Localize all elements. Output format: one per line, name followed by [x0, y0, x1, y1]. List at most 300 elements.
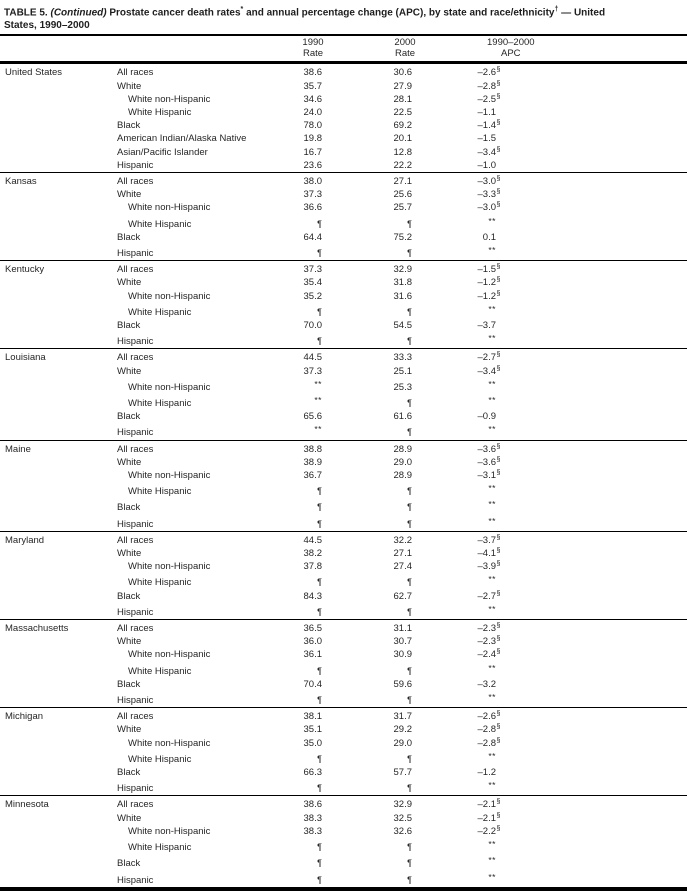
fill-cell: [496, 188, 687, 201]
suppressed-apc-marker: **: [488, 780, 496, 791]
state-cell: [0, 201, 112, 214]
rate-1990-cell: [298, 482, 322, 498]
state-cell: [0, 80, 112, 93]
section-sign: §: [496, 276, 501, 284]
state-section: [0, 63, 687, 173]
state-cell: [0, 119, 112, 132]
section-sign: §: [496, 812, 501, 820]
state-cell: Michigan: [0, 708, 112, 724]
fill-cell: [496, 635, 687, 648]
col-1990-label: 1990: [302, 37, 324, 49]
dagger-footnote-marker: †: [554, 6, 559, 13]
gap-cell: [412, 635, 472, 648]
section-sign: §: [496, 201, 501, 209]
rate-1990-cell: 23.6: [303, 159, 322, 171]
gap-cell: [412, 766, 472, 779]
rate-1990-cell: 44.5: [298, 349, 322, 365]
rate-1990-cell: 36.5: [298, 620, 322, 636]
table-row: [0, 635, 687, 648]
table-row: [0, 737, 687, 750]
section-sign: §: [496, 351, 501, 359]
race-cell: White: [117, 636, 142, 648]
table-row: [0, 469, 687, 482]
race-cell: White Hispanic: [128, 398, 192, 409]
state-cell: [0, 737, 112, 750]
state-cell: [0, 423, 112, 440]
apc-cell: –1.0: [477, 159, 496, 171]
apc-cell: –1.2 §: [472, 290, 496, 303]
rate-2000-cell: [388, 498, 412, 514]
state-cell: [0, 290, 112, 303]
state-cell: [0, 498, 112, 514]
gap-cell: [322, 456, 388, 469]
state-cell: [0, 365, 112, 378]
fill-cell: [496, 80, 687, 93]
apc-cell: 0.1: [482, 231, 496, 243]
state-cell: [0, 779, 112, 796]
race-cell: American Indian/Alaska Native: [117, 133, 247, 145]
state-cell: [0, 838, 112, 854]
gap-cell: [322, 469, 388, 482]
rate-1990-cell: 36.1: [303, 649, 322, 661]
fill-cell: [496, 146, 687, 159]
rate-1990-cell: 35.7: [303, 80, 322, 92]
state-cell: [0, 93, 112, 106]
gap-cell: [412, 290, 472, 303]
suppressed-rate-marker: ¶: [317, 577, 322, 588]
state-cell: [0, 188, 112, 201]
rate-2000-cell: 29.0: [393, 737, 412, 749]
fill-cell: [496, 93, 687, 106]
suppressed-rate-marker: ¶: [407, 665, 412, 676]
section-sign: §: [496, 188, 501, 196]
rate-1990-cell: 44.5: [298, 531, 322, 547]
race-cell: Black: [117, 502, 141, 514]
gap-cell: [412, 648, 472, 661]
suppressed-rate-marker: ¶: [407, 218, 412, 229]
apc-cell: [472, 498, 496, 514]
table-title: [0, 0, 687, 34]
rate-1990-cell: 37.3: [303, 365, 322, 377]
rate-2000-cell: 28.9: [388, 440, 412, 456]
header-row: [0, 35, 687, 63]
section-sign: §: [496, 547, 501, 555]
gap-cell: [412, 244, 472, 261]
gap-cell: [412, 620, 472, 636]
title-line2: States, 1990–2000: [4, 20, 90, 32]
fill-cell: [496, 515, 687, 532]
section-sign: §: [496, 635, 501, 643]
race-cell: All races: [112, 531, 298, 547]
state-cell: [0, 871, 112, 889]
gap-cell: [322, 410, 388, 423]
rate-2000-cell: 30.7: [393, 636, 412, 648]
gap-cell: [322, 635, 388, 648]
suppressed-apc-marker: **: [488, 515, 496, 526]
suppressed-rate-marker: ¶: [317, 486, 322, 497]
title-text-b: and annual percentage change (APC), by state and race/ethnicity: [246, 7, 555, 19]
rate-2000-cell: 25.1: [393, 365, 412, 377]
rate-1990-cell: [298, 871, 322, 889]
race-cell: White non-Hispanic: [128, 381, 211, 393]
gap-cell: [412, 691, 472, 708]
apc-cell: [472, 332, 496, 349]
suppressed-rate-marker: ¶: [317, 753, 322, 764]
fill-cell: [496, 215, 687, 231]
suppressed-apc-marker: **: [314, 395, 322, 405]
suppressed-apc-marker: **: [488, 499, 496, 510]
race-cell: White: [117, 80, 142, 92]
fill-cell: [496, 201, 687, 214]
col-1990-sublabel: Rate: [302, 47, 324, 59]
gap-cell: [322, 440, 388, 456]
section-sign: §: [496, 443, 501, 451]
rate-2000-cell: 59.6: [393, 678, 412, 690]
table-row: [0, 838, 687, 854]
race-cell: Hispanic: [117, 427, 154, 439]
table-row: [0, 560, 687, 573]
suppressed-rate-marker: ¶: [407, 427, 412, 438]
rate-1990-cell: [298, 378, 322, 394]
rate-1990-cell: 36.7: [303, 470, 322, 482]
gap-cell: [412, 573, 472, 589]
rate-2000-cell: [388, 215, 412, 231]
suppressed-rate-marker: ¶: [317, 783, 322, 794]
gap-cell: [412, 750, 472, 766]
fill-cell: [496, 231, 687, 244]
fill-cell: [496, 303, 687, 319]
gap-cell: [322, 365, 388, 378]
gap-cell: [322, 244, 388, 261]
suppressed-apc-marker: **: [488, 871, 496, 882]
gap-cell: [322, 231, 388, 244]
table-row: [0, 215, 687, 231]
apc-cell: –3.4 §: [472, 146, 496, 159]
race-cell: White Hispanic: [128, 753, 192, 765]
rate-2000-cell: 28.1: [393, 93, 412, 105]
suppressed-rate-marker: ¶: [317, 218, 322, 229]
section-sign: §: [496, 622, 501, 630]
suppressed-rate-marker: ¶: [317, 606, 322, 617]
section-sign: §: [496, 798, 501, 806]
rate-1990-cell: [298, 423, 322, 440]
suppressed-rate-marker: ¶: [407, 306, 412, 317]
table-row: [0, 394, 687, 410]
gap-cell: [322, 779, 388, 796]
table-row: [0, 456, 687, 469]
apc-cell: –1.5 §: [472, 261, 496, 277]
race-cell: White Hispanic: [128, 577, 192, 589]
suppressed-rate-marker: ¶: [407, 842, 412, 853]
rate-2000-cell: 32.9: [388, 261, 412, 277]
state-cell: [0, 766, 112, 779]
suppressed-apc-marker: **: [488, 215, 496, 226]
suppressed-apc-marker: **: [488, 750, 496, 761]
apc-cell: [472, 378, 496, 394]
apc-cell: –1.1: [477, 106, 496, 118]
gap-cell: [412, 319, 472, 332]
race-cell: Hispanic: [117, 606, 154, 618]
state-cell: [0, 547, 112, 560]
race-cell: Black: [117, 411, 141, 423]
table-row: [0, 482, 687, 498]
gap-cell: [412, 172, 472, 188]
section-sign: §: [496, 263, 501, 271]
gap-cell: [322, 515, 388, 532]
table-row: [0, 261, 687, 277]
race-cell: Hispanic: [117, 783, 154, 795]
gap-cell: [412, 215, 472, 231]
apc-cell: [472, 603, 496, 620]
suppressed-apc-marker: **: [488, 574, 496, 585]
gap-cell: [322, 854, 388, 870]
race-cell: Hispanic: [117, 336, 154, 348]
state-cell: [0, 332, 112, 349]
rate-2000-cell: [388, 691, 412, 708]
rate-1990-cell: [298, 838, 322, 854]
gap-cell: [322, 172, 388, 188]
rate-2000-cell: 62.7: [393, 590, 412, 602]
gap-cell: [412, 796, 472, 812]
state-cell: [0, 215, 112, 231]
gap-cell: [412, 737, 472, 750]
table-row: [0, 231, 687, 244]
state-section: [0, 261, 687, 349]
table-row: [0, 410, 687, 423]
fill-cell: [496, 410, 687, 423]
rate-1990-cell: [298, 691, 322, 708]
table-row: [0, 303, 687, 319]
rate-2000-cell: 57.7: [393, 767, 412, 779]
rate-1990-cell: 36.6: [303, 202, 322, 214]
rate-2000-cell: [388, 854, 412, 870]
gap-cell: [322, 482, 388, 498]
section-sign: §: [496, 560, 501, 568]
suppressed-rate-marker: ¶: [407, 398, 412, 408]
rate-2000-cell: 54.5: [393, 319, 412, 331]
rate-2000-cell: [388, 303, 412, 319]
fill-cell: [496, 678, 687, 691]
rate-1990-cell: 35.1: [303, 724, 322, 736]
rate-1990-cell: 37.8: [303, 561, 322, 573]
table-row: [0, 796, 687, 812]
apc-cell: [472, 394, 496, 410]
fill-cell: [496, 691, 687, 708]
gap-cell: [322, 146, 388, 159]
suppressed-apc-marker: **: [488, 303, 496, 314]
fill-cell: [496, 547, 687, 560]
rate-1990-cell: 24.0: [303, 106, 322, 118]
gap-cell: [412, 812, 472, 825]
apc-cell: [472, 423, 496, 440]
rate-2000-cell: 27.1: [393, 548, 412, 560]
gap-cell: [412, 603, 472, 620]
apc-cell: [472, 215, 496, 231]
section-sign: §: [496, 737, 501, 745]
state-cell: [0, 590, 112, 603]
race-cell: Black: [117, 231, 141, 243]
race-cell: Hispanic: [117, 247, 154, 259]
suppressed-apc-marker: **: [488, 603, 496, 614]
gap-cell: [322, 708, 388, 724]
rate-2000-cell: 12.8: [393, 146, 412, 158]
apc-cell: –2.3 §: [472, 620, 496, 636]
rate-1990-cell: 64.4: [303, 231, 322, 243]
state-cell: Kansas: [0, 172, 112, 188]
rate-1990-cell: [298, 662, 322, 678]
gap-cell: [322, 349, 388, 365]
rate-2000-cell: [388, 871, 412, 889]
fill-cell: [496, 838, 687, 854]
title-text-c: — United: [561, 7, 606, 19]
rate-1990-cell: 38.6: [298, 63, 322, 80]
rate-2000-cell: 25.7: [393, 202, 412, 214]
gap-cell: [412, 440, 472, 456]
suppressed-apc-marker: **: [488, 244, 496, 255]
table-row: [0, 106, 687, 119]
gap-cell: [322, 201, 388, 214]
state-cell: United States: [0, 63, 112, 80]
race-cell: Black: [117, 678, 141, 690]
gap-cell: [322, 290, 388, 303]
rate-2000-cell: 75.2: [393, 231, 412, 243]
fill-cell: [496, 482, 687, 498]
state-section: [0, 172, 687, 260]
rate-1990-cell: [298, 750, 322, 766]
state-section: [0, 349, 687, 440]
state-cell: [0, 244, 112, 261]
rate-2000-cell: [388, 603, 412, 620]
fill-cell: [496, 159, 687, 173]
rate-2000-cell: 25.3: [393, 381, 412, 393]
table-row: [0, 63, 687, 80]
rate-1990-cell: 78.0: [303, 120, 322, 132]
fill-cell: [496, 812, 687, 825]
race-cell: White non-Hispanic: [128, 737, 211, 749]
rate-1990-cell: [298, 498, 322, 514]
gap-cell: [322, 838, 388, 854]
gap-cell: [412, 560, 472, 573]
rate-2000-cell: 29.0: [393, 456, 412, 468]
gap-cell: [412, 854, 472, 870]
apc-cell: –3.7: [477, 319, 496, 331]
rate-1990-cell: 70.0: [303, 319, 322, 331]
race-cell: White Hispanic: [128, 306, 192, 318]
rate-2000-cell: [388, 244, 412, 261]
gap-cell: [412, 132, 472, 145]
apc-cell: [472, 244, 496, 261]
table-row: [0, 766, 687, 779]
suppressed-rate-marker: ¶: [317, 247, 322, 258]
rate-1990-cell: 38.0: [298, 172, 322, 188]
suppressed-apc-marker: **: [488, 662, 496, 673]
suppressed-rate-marker: ¶: [317, 502, 322, 513]
fill-cell: [496, 603, 687, 620]
gap-cell: [412, 146, 472, 159]
table-row: [0, 547, 687, 560]
gap-cell: [322, 80, 388, 93]
fill-cell: [496, 349, 687, 365]
apc-cell: –3.4 §: [472, 365, 496, 378]
rate-2000-cell: 32.2: [388, 531, 412, 547]
race-cell: White: [117, 189, 142, 201]
gap-cell: [322, 825, 388, 838]
section-sign: §: [496, 146, 501, 154]
race-cell: White non-Hispanic: [128, 470, 211, 482]
rate-1990-cell: [298, 779, 322, 796]
race-cell: White: [117, 456, 142, 468]
rate-2000-cell: [388, 750, 412, 766]
suppressed-rate-marker: ¶: [407, 783, 412, 794]
state-cell: Massachusetts: [0, 620, 112, 636]
table-row: [0, 691, 687, 708]
gap-cell: [322, 750, 388, 766]
gap-cell: [412, 63, 472, 80]
rate-1990-cell: 65.6: [303, 411, 322, 423]
table-row: [0, 531, 687, 547]
state-cell: [0, 456, 112, 469]
fill-cell: [496, 63, 687, 80]
gap-cell: [322, 423, 388, 440]
suppressed-apc-marker: **: [488, 424, 496, 435]
col-header-apc: [472, 35, 535, 63]
state-cell: [0, 573, 112, 589]
suppressed-apc-marker: **: [488, 395, 496, 405]
rate-1990-cell: 38.3: [303, 812, 322, 824]
apc-cell: –2.1 §: [472, 796, 496, 812]
gap-cell: [322, 662, 388, 678]
rate-2000-cell: 28.9: [393, 470, 412, 482]
gap-cell: [322, 394, 388, 410]
apc-cell: –2.7 §: [472, 349, 496, 365]
state-cell: [0, 560, 112, 573]
apc-cell: –3.2: [477, 678, 496, 690]
gap-cell: [322, 573, 388, 589]
gap-cell: [322, 547, 388, 560]
state-cell: [0, 723, 112, 736]
suppressed-apc-marker: **: [314, 378, 322, 389]
rate-2000-cell: 69.2: [393, 120, 412, 132]
gap-cell: [412, 349, 472, 365]
gap-cell: [412, 590, 472, 603]
fill-cell: [496, 332, 687, 349]
col-header-2000-rate: [388, 35, 416, 63]
apc-cell: –1.2 §: [472, 276, 496, 289]
table-row: [0, 172, 687, 188]
rate-2000-cell: [388, 662, 412, 678]
rate-2000-cell: 25.6: [393, 189, 412, 201]
section-sign: §: [496, 456, 501, 464]
race-cell: Asian/Pacific Islander: [117, 146, 208, 158]
gap-cell: [322, 648, 388, 661]
gap-cell: [412, 531, 472, 547]
gap-cell: [412, 332, 472, 349]
col-apc-sublabel: APC: [501, 47, 521, 59]
suppressed-rate-marker: ¶: [317, 695, 322, 706]
race-cell: White: [117, 812, 142, 824]
table-row: [0, 515, 687, 532]
race-cell: Black: [117, 120, 141, 132]
table-row: [0, 332, 687, 349]
gap-cell: [412, 515, 472, 532]
race-cell: Hispanic: [117, 695, 154, 707]
race-cell: White Hispanic: [128, 842, 192, 854]
state-cell: [0, 603, 112, 620]
rate-2000-cell: 30.9: [393, 649, 412, 661]
table-row: [0, 159, 687, 173]
suppressed-rate-marker: ¶: [317, 874, 322, 885]
rate-2000-cell: [388, 394, 412, 410]
